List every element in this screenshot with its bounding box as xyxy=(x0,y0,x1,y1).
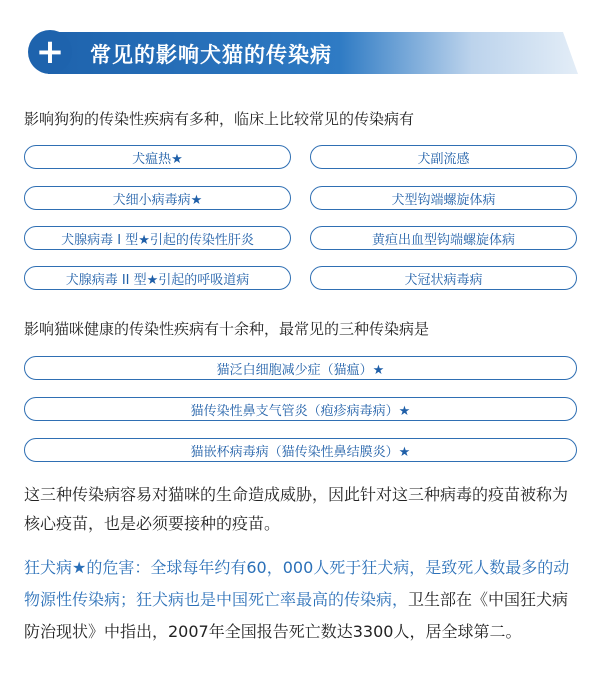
dog-disease-item: 犬冠状病毒病 xyxy=(310,266,577,290)
rabies-highlight: 狂犬病★的危害：全球每年约有60，000人死于狂犬病，是致死人数最多的动物源性传染病；狂犬病也是中国死亡率最高的传染病， xyxy=(24,558,570,609)
dog-intro: 影响狗狗的传染性疾病有多种，临床上比较常见的传染病有 xyxy=(24,110,415,128)
dog-disease-item: 犬细小病毒病★ xyxy=(24,186,291,210)
cat-disease-item: 猫泛白细胞减少症（猫瘟）★ xyxy=(24,356,577,380)
dog-disease-item: 犬腺病毒 I 型★引起的传染性肝炎 xyxy=(24,226,291,250)
plus-icon: + xyxy=(28,30,72,74)
section-header xyxy=(26,30,578,76)
dog-disease-item: 犬副流感 xyxy=(310,145,577,169)
dog-disease-item: 黄疸出血型钩端螺旋体病 xyxy=(310,226,577,250)
cat-disease-item: 猫嵌杯病毒病（猫传染性鼻结膜炎）★ xyxy=(24,438,577,462)
cat-intro: 影响猫咪健康的传染性疾病有十余种，最常见的三种传染病是 xyxy=(24,320,430,338)
dog-disease-item: 犬型钩端螺旋体病 xyxy=(310,186,577,210)
rabies-paragraph xyxy=(24,552,584,648)
cat-disease-item: 猫传染性鼻支气管炎（疱疹病毒病）★ xyxy=(24,397,577,421)
section-title: 常见的影响犬猫的传染病 xyxy=(90,43,332,67)
dog-disease-item: 犬腺病毒 II 型★引起的呼吸道病 xyxy=(24,266,291,290)
dog-disease-item: 犬瘟热★ xyxy=(24,145,291,169)
rabies-rest: 卫生部在《中国狂犬病防治现状》中指出，2007年全国报告死亡数达3300人，居全球第二。 xyxy=(24,590,569,641)
core-vaccine-paragraph: 这三种传染病容易对猫咪的生命造成威胁，因此针对这三种病毒的疫苗被称为核心疫苗，也是必须要接种的疫苗。 xyxy=(24,485,569,533)
